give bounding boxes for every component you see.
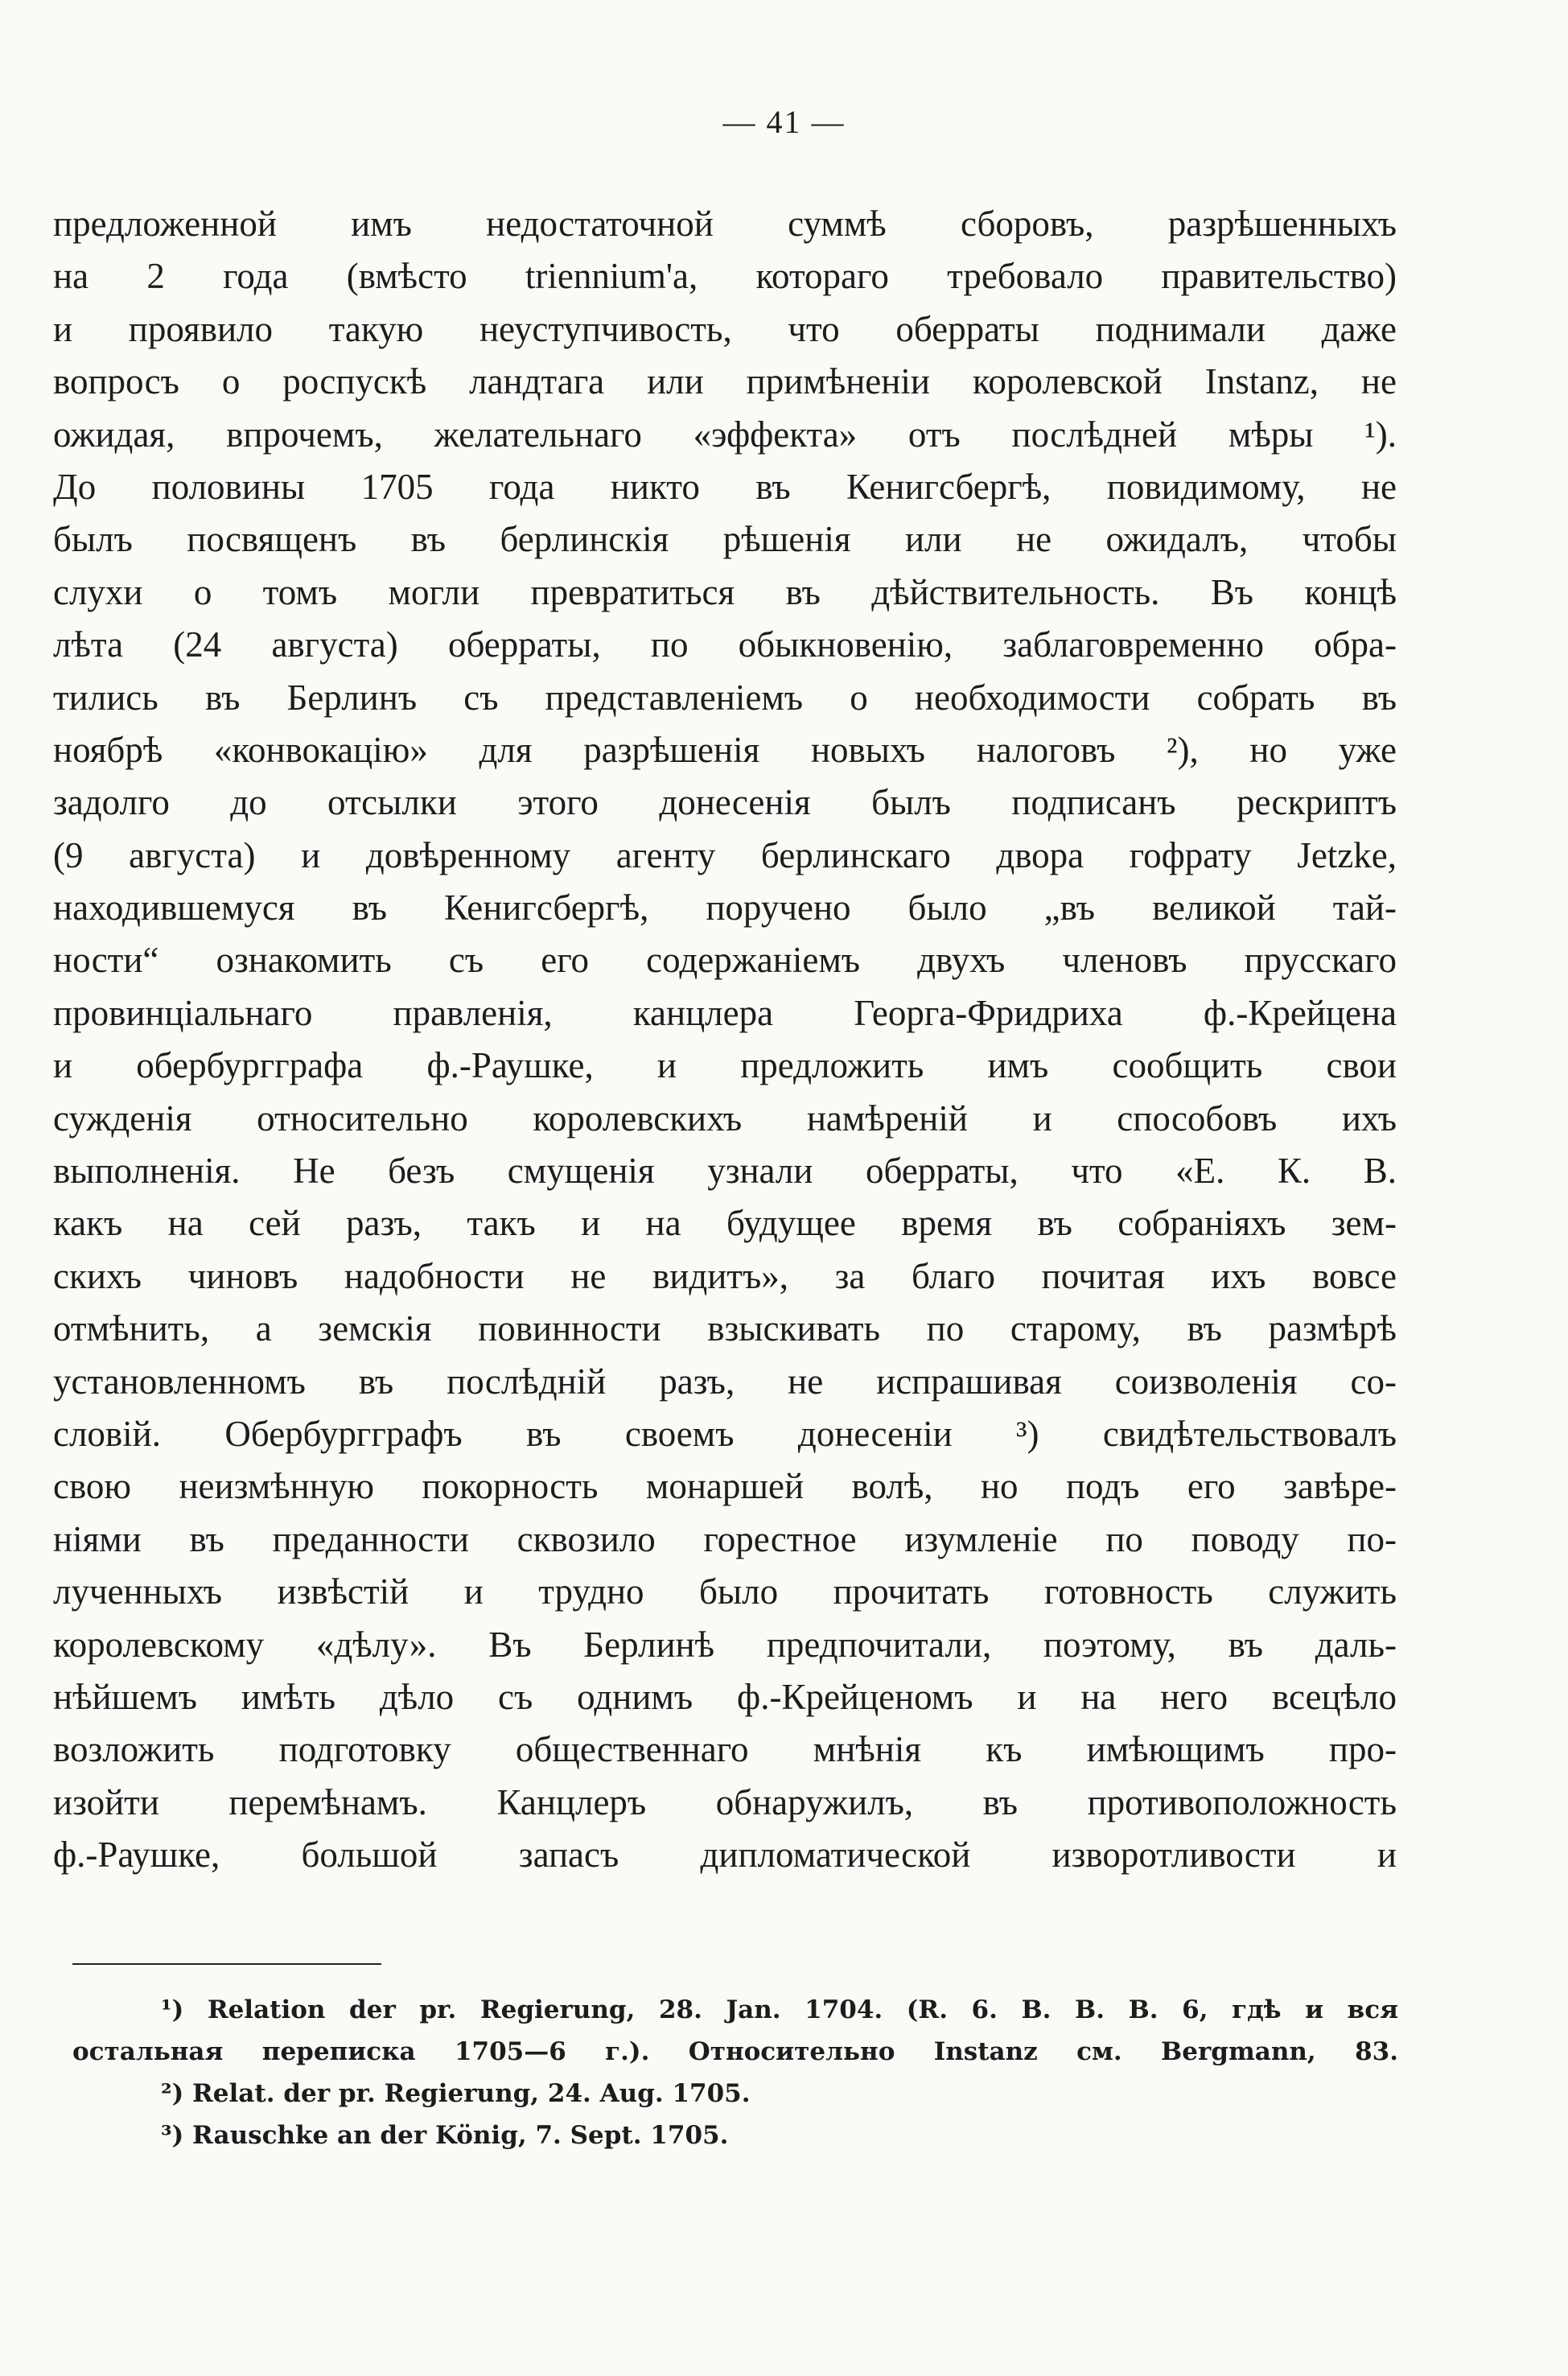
text-line: лѣта (24 августа) оберраты, по обыкновенію, заблаговременно обра- <box>53 624 1397 665</box>
text-line: и проявило такую неуступчивость, что оберраты поднимали даже <box>53 308 1397 349</box>
text-line: королевскому «дѣлу». Въ Берлинѣ предпочитали, поэтому, въ даль- <box>53 1624 1397 1665</box>
text-line: ноябрѣ «конвокацію» для разрѣшенія новыхъ налоговъ ²), но уже <box>53 729 1397 770</box>
text-line: установленномъ въ послѣдній разъ, не испрашивая соизволенія со- <box>53 1361 1397 1402</box>
text-line: свою неизмѣнную покорность монаршей волѣ, но подъ его завѣре- <box>53 1466 1397 1507</box>
text-line: скихъ чиновъ надобности не видитъ», за благо почитая ихъ вовсе <box>53 1255 1397 1296</box>
text-line: какъ на сей разъ, такъ и на будущее время въ собраніяхъ зем- <box>53 1203 1397 1244</box>
text-line: тились въ Берлинъ съ представленіемъ о необходимости собрать въ <box>53 677 1397 718</box>
text-line: сужденія относительно королевскихъ намѣреній и способовъ ихъ <box>53 1097 1397 1139</box>
text-line: на 2 года (вмѣсто triennium'а, котораго требовало правительство) <box>53 256 1397 297</box>
text-line: возложить подготовку общественнаго мнѣнія къ имѣющимъ про- <box>53 1729 1397 1770</box>
text-line: находившемуся въ Кенигсбергѣ, поручено было „въ великой тай- <box>53 887 1397 929</box>
text-line: лученныхъ извѣстій и трудно было прочитать готовность служить <box>53 1571 1397 1612</box>
text-line: ф.-Раушке, большой запасъ дипломатической изворотливости и <box>53 1835 1397 1876</box>
text-line: ожидая, впрочемъ, желательнаго «эффекта» отъ послѣдней мѣры ¹). <box>53 414 1397 455</box>
text-line: нѣйшемъ имѣть дѣло съ однимъ ф.-Крейценомъ и на него всецѣло <box>53 1676 1397 1717</box>
footnote-separator <box>72 1963 381 1965</box>
text-line: (9 августа) и довѣренному агенту берлинскаго двора гофрату Jetzke, <box>53 834 1397 875</box>
footnote-line: ³) Rauschke an der König, 7. Sept. 1705. <box>161 2121 729 2150</box>
footnotes <box>72 1989 1398 2156</box>
text-line: предложенной имъ недостаточной суммѣ сборовъ, разрѣшенныхъ <box>53 204 1397 244</box>
page-number: — 41 — <box>722 104 846 140</box>
text-line: отмѣнить, а земскія повинности взыскивать по старому, въ размѣрѣ <box>53 1308 1397 1349</box>
text-line: словій. Обербургграфъ въ своемъ донесеніи ³) свидѣтельствовалъ <box>53 1413 1397 1454</box>
footnote-line: ²) Relat. der pr. Regierung, 24. Aug. 1705. <box>161 2079 751 2108</box>
footnote-line: остальная переписка 1705—6 г.). Относительно Instanz см. Bergmann, 83. <box>72 2037 1398 2066</box>
footnote-line: ¹) Relation der pr. Regierung, 28. Jan. 1704. (R. 6. B. B. B. 6, гдѣ и вся <box>161 1995 1398 2024</box>
text-line: ніями въ преданности сквозило горестное изумленіе по поводу по- <box>53 1518 1397 1559</box>
text-line: ности“ ознакомить съ его содержаніемъ двухъ членовъ прусскаго <box>53 940 1397 981</box>
text-line: выполненія. Не безъ смущенія узнали оберраты, что «Е. К. В. <box>53 1151 1397 1192</box>
text-line: задолго до отсылки этого донесенія былъ подписанъ рескриптъ <box>53 782 1397 823</box>
text-line: и обербургграфа ф.-Раушке, и предложить имъ сообщить свои <box>53 1045 1397 1086</box>
body-text <box>53 198 1397 1882</box>
text-line: слухи о томъ могли превратиться въ дѣйствительность. Въ концѣ <box>53 571 1397 612</box>
text-line: До половины 1705 года никто въ Кенигсбергѣ, повидимому, не <box>53 466 1397 507</box>
text-line: изойти перемѣнамъ. Канцлеръ обнаружилъ, въ противоположность <box>53 1781 1397 1822</box>
text-line: былъ посвященъ въ берлинскія рѣшенія или не ожидалъ, чтобы <box>53 519 1397 560</box>
text-line: вопросъ о роспускѣ ландтага или примѣненіи королевской Instanz, не <box>53 361 1397 402</box>
text-line: провинціальнаго правленія, канцлера Георга-Фридриха ф.-Крейцена <box>53 992 1397 1033</box>
